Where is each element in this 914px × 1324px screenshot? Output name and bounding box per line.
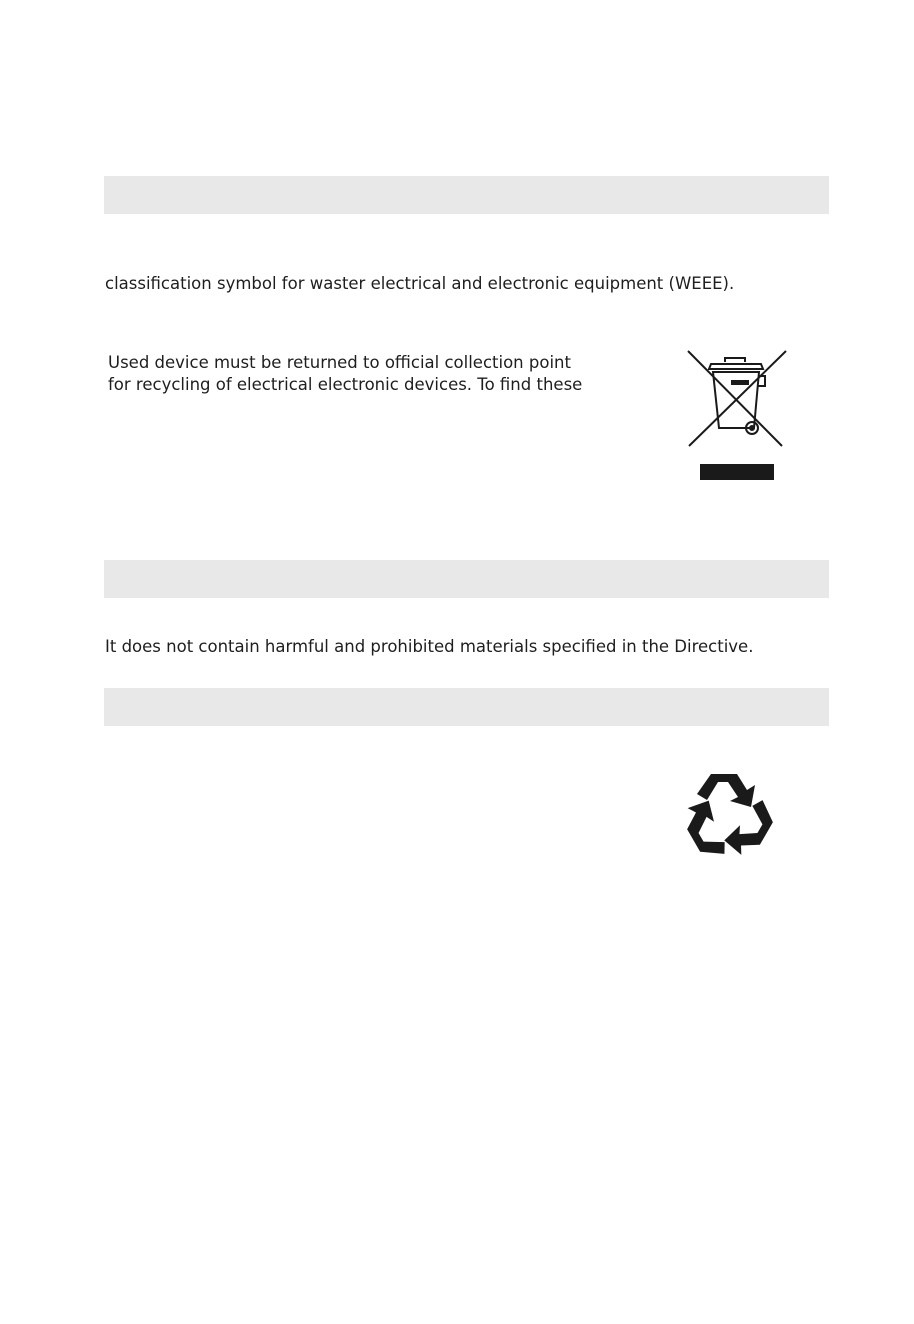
rohs-compliance-text: It does not contain harmful and prohibited materials specified in the Directive. [105,637,754,656]
recycling-symbol-icon [680,766,776,862]
section-header-band-packaging [104,688,829,726]
section-header-band-rohs [104,560,829,598]
section-header-band-weee [104,176,829,214]
crossed-out-wheelie-bin-icon [683,348,791,482]
collection-notice-line-2: for recycling of electrical electronic devices. To find these [108,375,583,394]
collection-notice-line-1: Used device must be returned to official collection point [108,353,571,372]
weee-classification-text: classification symbol for waster electrical and electronic equipment (WEEE). [105,274,735,293]
